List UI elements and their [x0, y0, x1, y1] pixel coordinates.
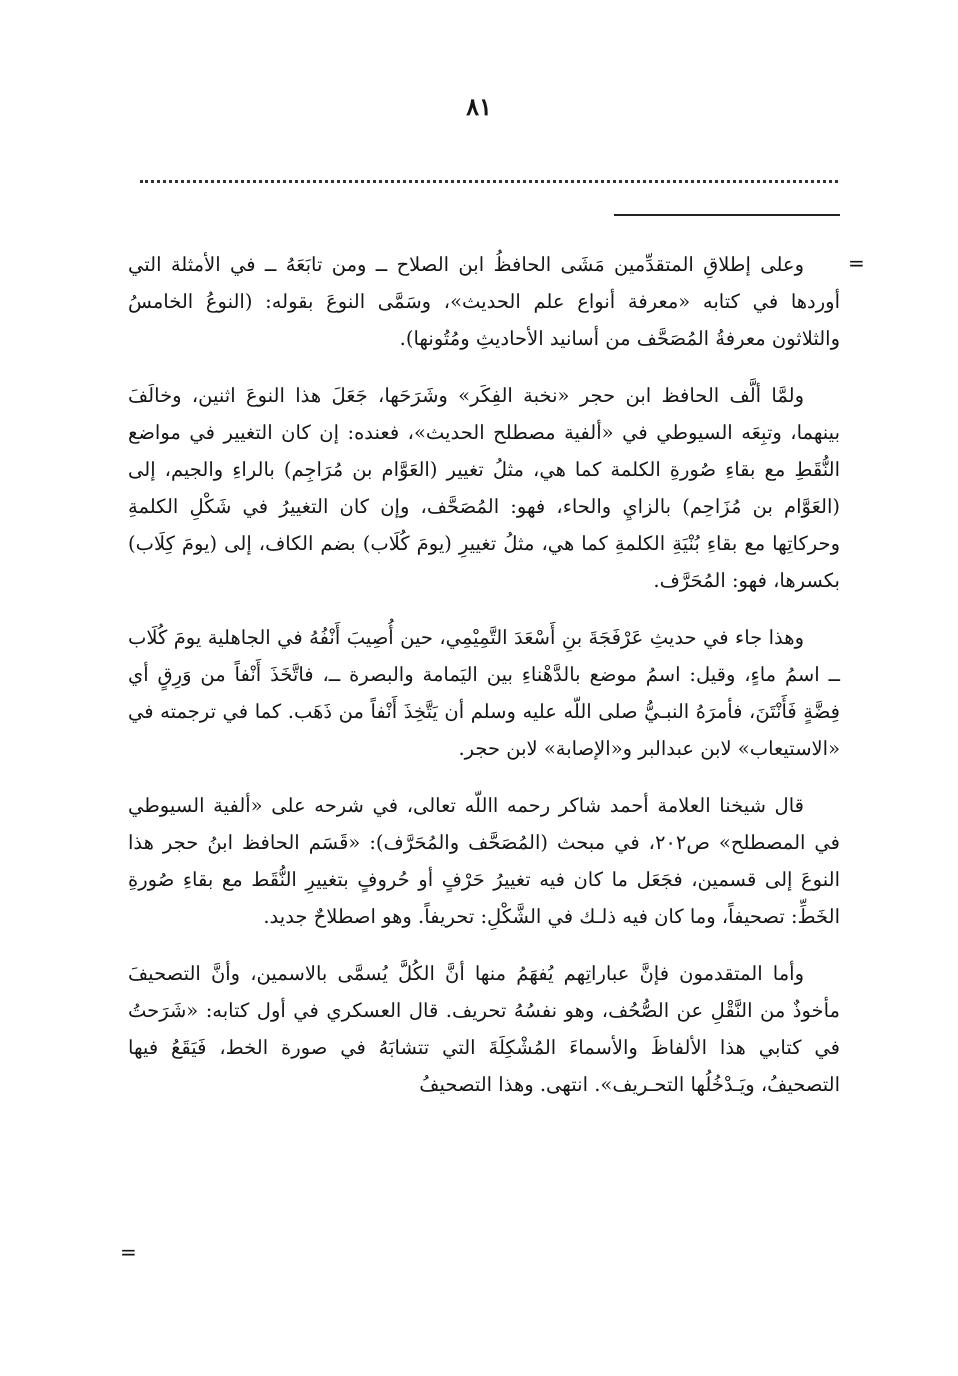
- dotted-separator: [140, 180, 838, 183]
- page-number: ٨١: [466, 92, 492, 121]
- footnote-separator: [614, 214, 840, 216]
- paragraph: ولمَّا ألَّف الحافظ ابن حجر «نخبة الفِكَر» وشَرَحَها، جَعَلَ هذا النوعَ اثنين، وخالَفَ بينهما، وتبِعَه السيوطي في «ألفية مصطلح الحديث»، فعنده: إن كان التغيير في مواضع النُّقَطِ مع بقاءِ صُورةِ الكلمة كما هي، مثلُ تغيير (العَوَّام بن مُرَاجِم) بالراءِ والجيم، إلى (العَوَّام بن مُزَاحِم) بالزايِ والحاء، فهو: المُصَحَّف، وإن كان التغييرُ في شَكْلِ الكلمةِ وحركاتِها مع بقاءِ بُنْيَةِ الكلمةِ كما هي، مثلُ تغييرِ (يومَ كُلَاب) بضم الكاف، إلى (يومَ كِلَاب) بكسرها، فهو: المُحَرَّف.: [128, 384, 840, 592]
- paragraph: وعلى إطلاقِ المتقدِّمين مَشَى الحافظُ ابن الصلاح ــ ومن تابَعَهُ ــ في الأمثلة التي أوردها في كتابه «معرفة أنواع علم الحديث»، وسَمَّى النوعَ بقوله: (النوعُ الخامسُ والثلاثون معرفةُ المُصَحَّف من أسانيد الأحاديثِ ومُتُونها).: [128, 253, 840, 350]
- paragraph: وهذا جاء في حديثِ عَرْفَجَةَ بنِ أَسْعَدَ التَّمِيْمِي، حين أُصِيبَ أَنْفُهُ في الجاهلية يومَ كُلَاب ــ اسمُ ماءٍ، وقيل: اسمُ موضع بالدَّهْناءِ بين اليَمامة والبصرة ــ، فاتَّخَذَ أَنْفاً من وَرِقٍ أي فِضَّةٍ فَأَنْتَنَ، فأمرَهُ النبـيُّ صلى اللّه عليه وسلم أن يَتَّخِذَ أَنْفاً من ذَهَب. كما في ترجمته في «الاستيعاب» لابن عبدالبر و«الإصابة» لابن حجر.: [128, 626, 840, 760]
- continuation-mark-end: =: [120, 1240, 137, 1264]
- continuation-mark-start: =: [848, 251, 865, 275]
- footnote-body: [128, 246, 840, 1123]
- paragraph: قال شيخنا العلامة أحمد شاكر رحمه االلّه تعالى، في شرحه على «ألفية السيوطي في المصطلح» ص٢٠٢، في مبحث (المُصَحَّف والمُحَرَّف): «قَسَم الحافظ ابنُ حجر هذا النوعَ إلى قسمين، فجَعَل ما كان فيه تغييرُ حَرْفٍ أو حُروفٍ بتغييرِ النُّقَط مع بقاءِ صُورةِ الخَطِّ: تصحيفاً، وما كان فيه ذلـك في الشَّكْلِ: تحريفاً. وهو اصطلاحٌ جديد.: [128, 794, 841, 928]
- paragraph: وأما المتقدمون فإنَّ عباراتِهم يُفهَمُ منها أنَّ الكُلَّ يُسمَّى بالاسمين، وأنَّ التصحيفَ مأخوذٌ من النَّقْلِ عن الصُّحُف، وهو نفسُهُ تحريف. قال العسكري في أول كتابه: «شَرَحتُ في كتابي هذا الألفاظَ والأسماءَ المُشْكِلَةَ التي تتشابَهُ في صورة الخط، فَيَقَعُ فيها التصحيفُ، ويَـدْخُلُها التحـريف». انتهى. وهذا التصحيفُ: [128, 962, 840, 1096]
